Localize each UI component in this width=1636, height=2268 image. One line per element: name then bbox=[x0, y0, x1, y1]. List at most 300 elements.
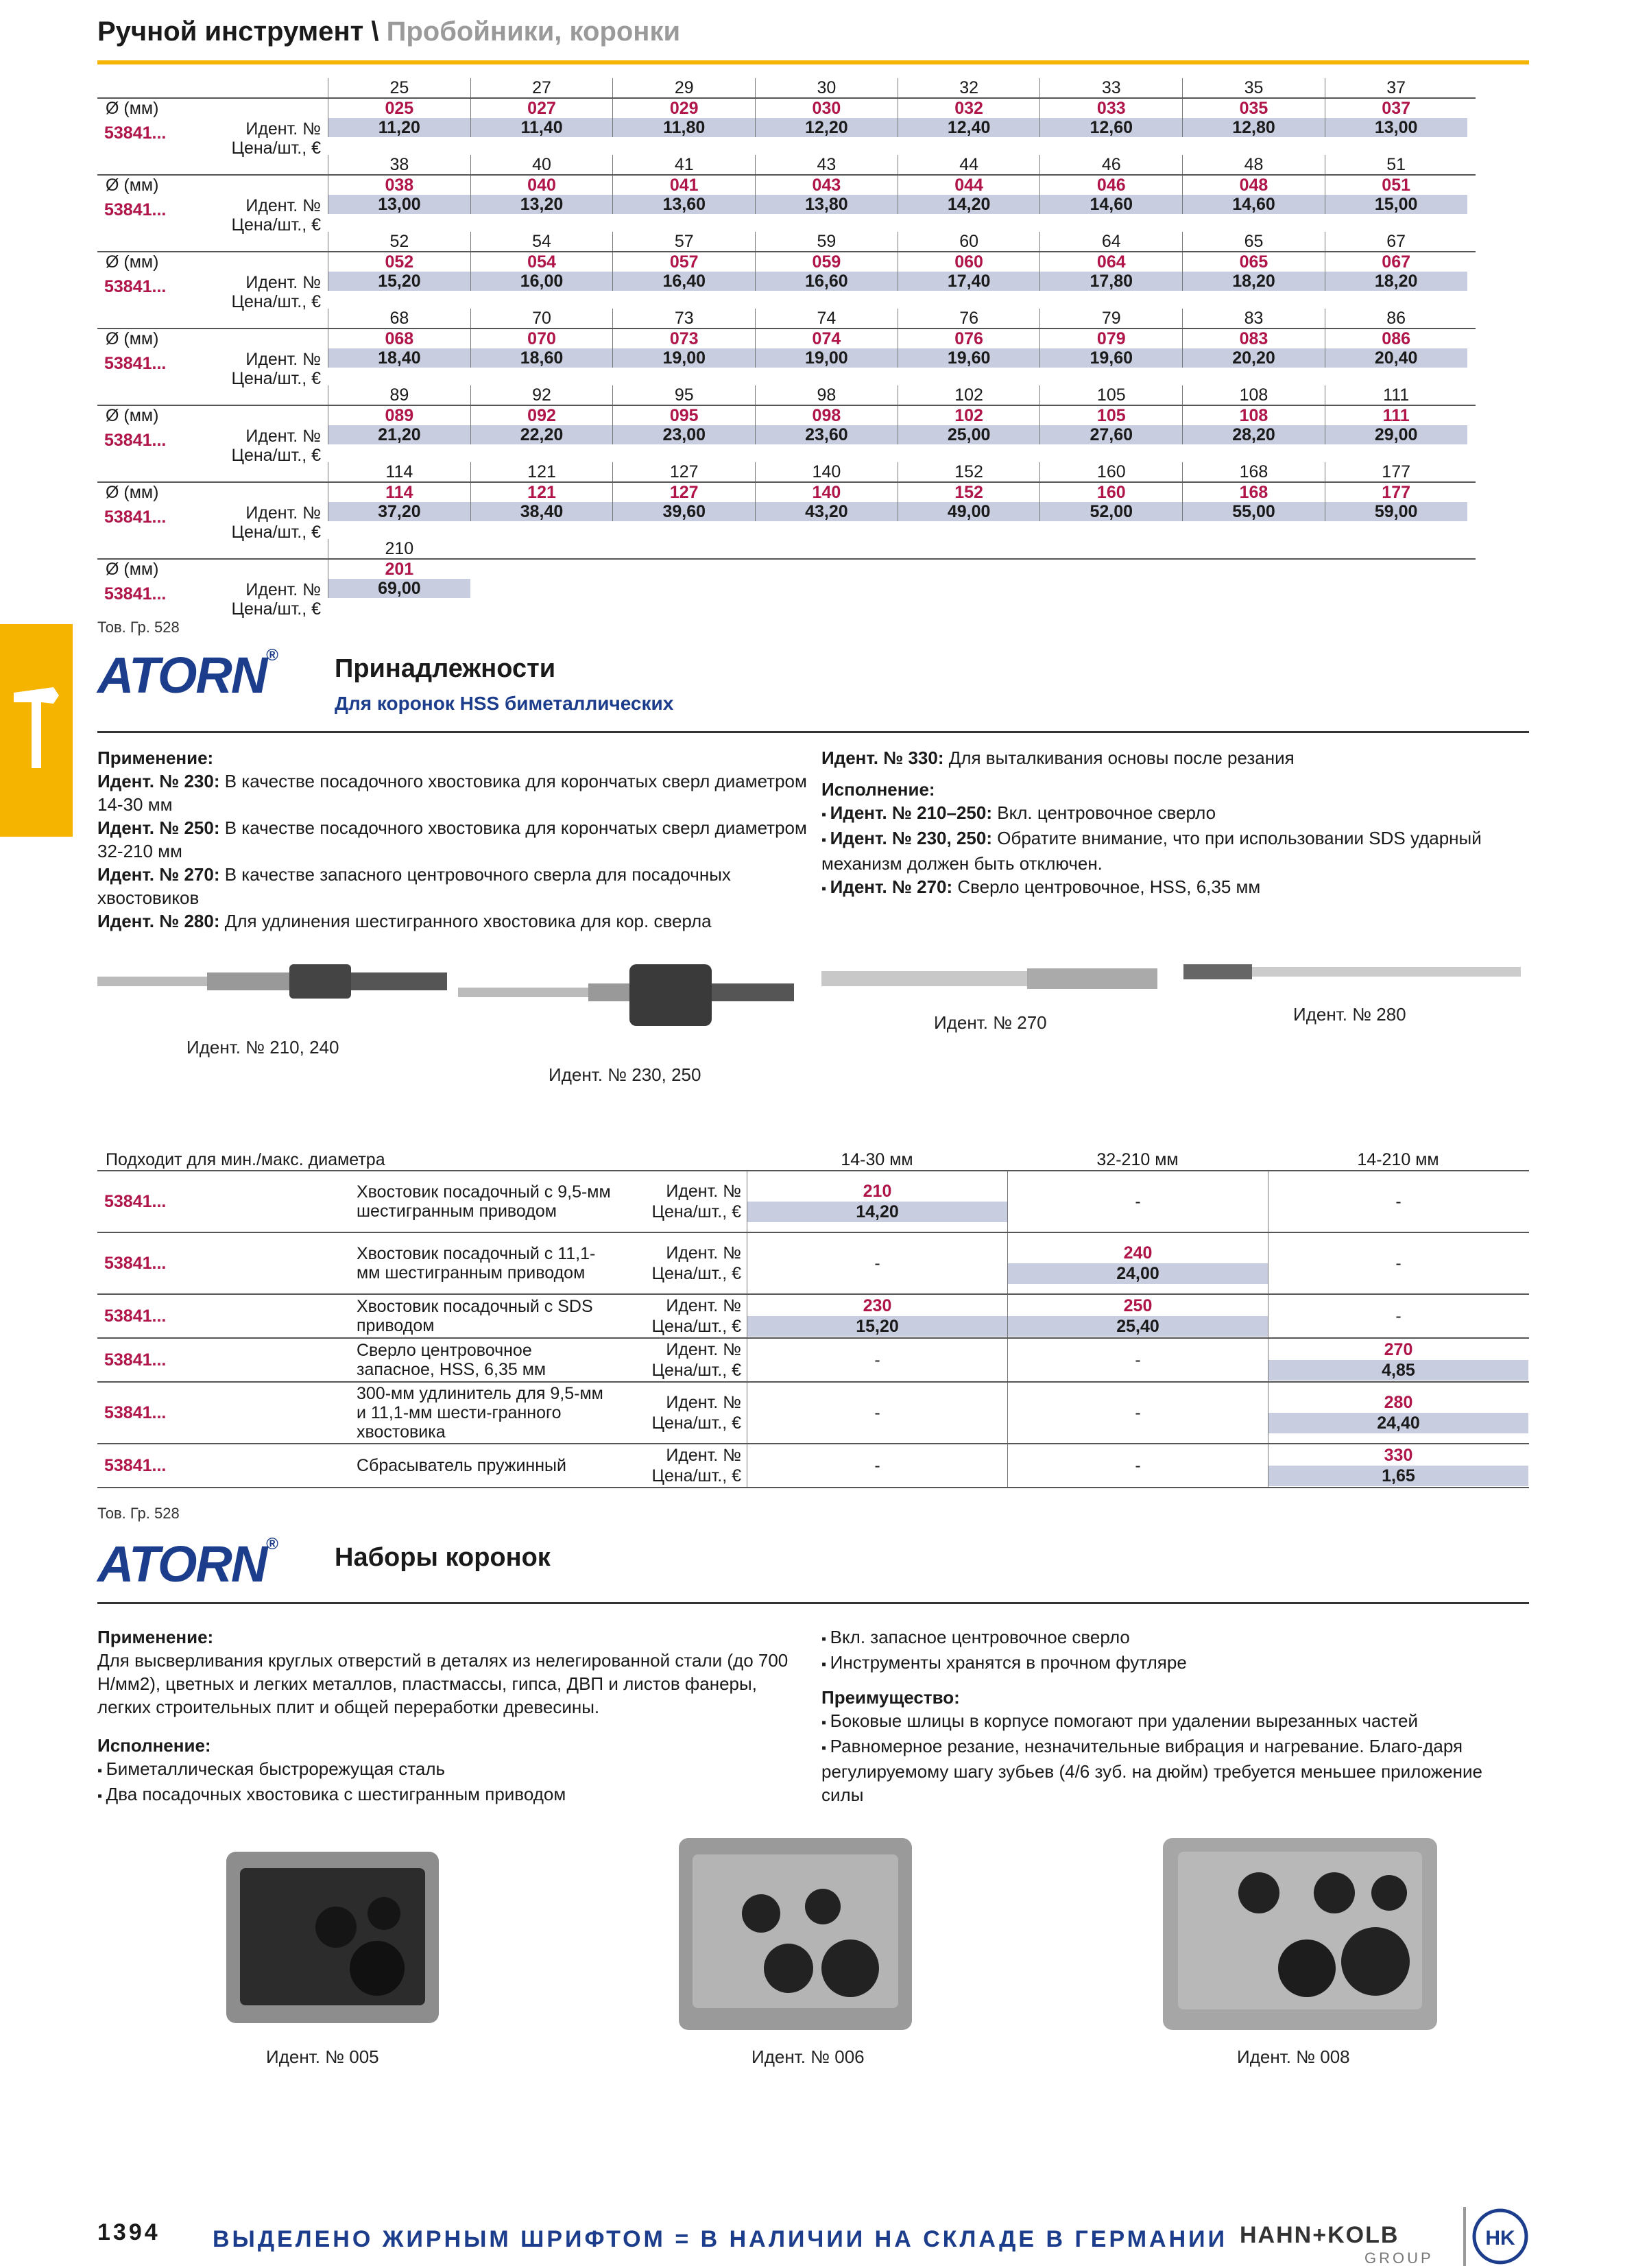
id-cell: 059 bbox=[755, 252, 898, 272]
execution-item: ▪ Идент. № 270: Сверло центровочное, HSS, 6,35 мм bbox=[821, 875, 1528, 900]
execution-item: ▪ Идент. № 210–250: Вкл. центровочное сверло bbox=[821, 801, 1528, 826]
article-number: 53841... bbox=[104, 508, 167, 527]
price-cell: 23,60 bbox=[755, 425, 898, 444]
price-cell: 28,20 bbox=[1182, 425, 1325, 444]
diameter-cell: 35 bbox=[1182, 78, 1325, 97]
price-cell: 39,60 bbox=[612, 502, 755, 521]
price-cell: 19,60 bbox=[898, 348, 1040, 368]
price-value: 24,00 bbox=[1008, 1263, 1268, 1284]
id-label: Идент. № bbox=[245, 427, 321, 446]
empty-dash: - bbox=[874, 1254, 880, 1273]
diameter-cell: 27 bbox=[470, 78, 613, 97]
price-cell: 12,80 bbox=[1182, 118, 1325, 137]
price-value: 14,20 bbox=[747, 1202, 1007, 1222]
hk-logo-mark: HK bbox=[1485, 2227, 1515, 2249]
id-value: 210 bbox=[863, 1182, 892, 1201]
price-cell: 18,20 bbox=[1325, 272, 1467, 291]
diameter-cell: 60 bbox=[898, 232, 1040, 251]
execution-heading: Исполнение: bbox=[97, 1735, 211, 1756]
price-cell: 14,60 bbox=[1182, 195, 1325, 214]
diameter-cell: 177 bbox=[1325, 462, 1467, 481]
id-cell: 083 bbox=[1182, 329, 1325, 348]
value-cell bbox=[1007, 1295, 1268, 1337]
feature-item: ▪ Вкл. запасное центровочное сверло bbox=[821, 1625, 1507, 1651]
price-cell: 20,20 bbox=[1182, 348, 1325, 368]
diameter-cell: 33 bbox=[1039, 78, 1182, 97]
table-block bbox=[97, 156, 1476, 233]
section-rule bbox=[97, 731, 1529, 733]
usage-item: Идент. № 230: В качестве посадочного хвостовика для корончатых сверл диаметром 14-30 мм bbox=[97, 771, 807, 815]
value-cell bbox=[747, 1339, 1007, 1381]
article-number: 53841... bbox=[104, 354, 167, 373]
diameter-label: Ø (мм) bbox=[106, 176, 159, 195]
section-rule-2 bbox=[97, 1602, 1529, 1604]
id-label: Идент. № bbox=[666, 1393, 741, 1412]
header-rule bbox=[97, 60, 1529, 64]
value-cell bbox=[1007, 1339, 1268, 1381]
price-cell: 12,20 bbox=[755, 118, 898, 137]
value-cell bbox=[747, 1295, 1007, 1337]
id-cell: 033 bbox=[1039, 99, 1182, 118]
price-value: 1,65 bbox=[1268, 1466, 1528, 1486]
price-cell: 13,00 bbox=[328, 195, 470, 214]
col-header: 14-30 мм bbox=[841, 1150, 913, 1169]
price-label: Цена/шт., € bbox=[231, 523, 321, 542]
id-cell: 201 bbox=[328, 560, 470, 579]
article-number: 53841... bbox=[104, 277, 167, 296]
price-value: 4,85 bbox=[1268, 1360, 1528, 1381]
diameter-cell: 25 bbox=[328, 78, 470, 97]
diameter-cell: 105 bbox=[1039, 385, 1182, 405]
value-cell bbox=[1268, 1233, 1528, 1293]
section-tab bbox=[0, 624, 73, 837]
brand-text: ATORN bbox=[97, 647, 267, 704]
price-value: 15,20 bbox=[747, 1316, 1007, 1337]
id-cell: 068 bbox=[328, 329, 470, 348]
execution-heading: Исполнение: bbox=[821, 779, 935, 800]
value-cell bbox=[1007, 1444, 1268, 1487]
id-label: Идент. № bbox=[245, 350, 321, 369]
diameter-cell: 98 bbox=[755, 385, 898, 405]
price-cell: 52,00 bbox=[1039, 502, 1182, 521]
table-row bbox=[97, 1295, 1529, 1339]
diameter-cell: 127 bbox=[612, 462, 755, 481]
product-group-2: Тов. Гр. 528 bbox=[97, 1505, 180, 1522]
id-cell: 035 bbox=[1182, 99, 1325, 118]
id-value: 250 bbox=[1123, 1296, 1153, 1315]
id-cell: 140 bbox=[755, 483, 898, 502]
id-cell: 168 bbox=[1182, 483, 1325, 502]
diameter-cell: 86 bbox=[1325, 309, 1467, 328]
article-number: 53841... bbox=[104, 1350, 167, 1370]
value-cell bbox=[1007, 1233, 1268, 1293]
table-block bbox=[97, 233, 1476, 310]
diameter-cell: 29 bbox=[612, 78, 755, 97]
diameter-cell: 210 bbox=[328, 539, 470, 558]
diameter-cell: 168 bbox=[1182, 462, 1325, 481]
price-cell: 25,00 bbox=[898, 425, 1040, 444]
id-cell: 070 bbox=[470, 329, 613, 348]
diameter-cell: 83 bbox=[1182, 309, 1325, 328]
section-title-2: Наборы коронок bbox=[335, 1543, 551, 1572]
article-number: 53841... bbox=[104, 431, 167, 450]
price-cell: 29,00 bbox=[1325, 425, 1467, 444]
advantage-item: ▪ Равномерное резание, незначительные вибрация и нагревание. Благо-даря регулируемому шагу зубьев (4/6 зуб. на дюйм) требуется меньшее приложение силы bbox=[821, 1734, 1507, 1806]
atorn-logo: ATORN® bbox=[97, 646, 277, 704]
diameter-cell: 59 bbox=[755, 232, 898, 251]
table-block bbox=[97, 540, 1476, 617]
caption-280: Идент. № 280 bbox=[1293, 1004, 1406, 1025]
empty-dash: - bbox=[874, 1350, 880, 1370]
diameter-cell: 95 bbox=[612, 385, 755, 405]
center-drill-270-image bbox=[821, 959, 1164, 1000]
price-cell: 69,00 bbox=[328, 579, 470, 598]
title-bold: Ручной инструмент \ bbox=[97, 16, 379, 47]
value-cell bbox=[747, 1444, 1007, 1487]
value-cell bbox=[1268, 1339, 1528, 1381]
item-description: 300-мм удлинитель для 9,5-мм и 11,1-мм шести-гранного хвостовика bbox=[357, 1384, 603, 1442]
diameter-cell: 43 bbox=[755, 155, 898, 174]
id-value: 280 bbox=[1384, 1393, 1413, 1412]
price-cell: 11,80 bbox=[612, 118, 755, 137]
price-cell: 16,60 bbox=[755, 272, 898, 291]
price-cell: 16,40 bbox=[612, 272, 755, 291]
advantages-heading: Преимущество: bbox=[821, 1687, 960, 1708]
empty-dash: - bbox=[1395, 1306, 1402, 1326]
article-number: 53841... bbox=[104, 1191, 167, 1211]
shank-230-250-image bbox=[458, 960, 801, 1036]
diameter-cell: 64 bbox=[1039, 232, 1182, 251]
section-subtitle: Для коронок HSS биметаллических bbox=[335, 693, 674, 714]
diameter-label: Ø (мм) bbox=[106, 252, 159, 272]
article-number: 53841... bbox=[104, 1253, 167, 1273]
value-cell bbox=[1007, 1383, 1268, 1443]
footer-note: ВЫДЕЛЕНО ЖИРНЫМ ШРИФТОМ = В НАЛИЧИИ НА СКЛАДЕ В ГЕРМАНИИ bbox=[213, 2226, 1228, 2252]
diameter-price-table bbox=[97, 80, 1476, 617]
price-cell: 23,00 bbox=[612, 425, 755, 444]
id-label: Идент. № bbox=[245, 119, 321, 139]
price-value: 24,40 bbox=[1268, 1413, 1528, 1433]
page-number: 1394 bbox=[97, 2219, 160, 2245]
price-cell: 14,20 bbox=[898, 195, 1040, 214]
diameter-cell: 108 bbox=[1182, 385, 1325, 405]
id-label: Идент. № bbox=[245, 503, 321, 523]
price-cell: 13,60 bbox=[612, 195, 755, 214]
col-header: 32-210 мм bbox=[1096, 1150, 1179, 1169]
id-cell: 057 bbox=[612, 252, 755, 272]
execution-block bbox=[821, 746, 1528, 900]
diameter-cell: 79 bbox=[1039, 309, 1182, 328]
price-cell: 37,20 bbox=[328, 502, 470, 521]
article-number: 53841... bbox=[104, 1306, 167, 1326]
id-cell: 046 bbox=[1039, 176, 1182, 195]
diameter-cell: 65 bbox=[1182, 232, 1325, 251]
price-cell: 17,80 bbox=[1039, 272, 1182, 291]
price-cell: 38,40 bbox=[470, 502, 613, 521]
price-cell: 20,40 bbox=[1325, 348, 1467, 368]
id-cell: 060 bbox=[898, 252, 1040, 272]
price-cell: 18,40 bbox=[328, 348, 470, 368]
price-cell: 12,40 bbox=[898, 118, 1040, 137]
diameter-cell: 102 bbox=[898, 385, 1040, 405]
title-grey: Пробойники, коронки bbox=[378, 16, 681, 47]
product-group: Тов. Гр. 528 bbox=[97, 619, 180, 636]
id-label: Идент. № bbox=[666, 1340, 741, 1359]
price-label: Цена/шт., € bbox=[651, 1317, 741, 1336]
article-number: 53841... bbox=[104, 1455, 167, 1475]
empty-dash: - bbox=[874, 1403, 880, 1422]
price-label: Цена/шт., € bbox=[231, 599, 321, 619]
price-cell: 21,20 bbox=[328, 425, 470, 444]
diameter-cell: 140 bbox=[755, 462, 898, 481]
id-cell: 040 bbox=[470, 176, 613, 195]
set-005-image bbox=[219, 1838, 446, 2037]
empty-dash: - bbox=[874, 1456, 880, 1475]
diameter-cell: 111 bbox=[1325, 385, 1467, 405]
price-cell: 15,00 bbox=[1325, 195, 1467, 214]
id-cell: 102 bbox=[898, 406, 1040, 425]
diameter-cell: 74 bbox=[755, 309, 898, 328]
table-row bbox=[97, 1444, 1529, 1488]
price-cell: 11,20 bbox=[328, 118, 470, 137]
caption-230-250: Идент. № 230, 250 bbox=[549, 1064, 701, 1085]
diameter-cell: 76 bbox=[898, 309, 1040, 328]
id-cell: 079 bbox=[1039, 329, 1182, 348]
diameter-cell: 68 bbox=[328, 309, 470, 328]
shank-210-240-image bbox=[97, 957, 454, 1005]
diameter-cell: 30 bbox=[755, 78, 898, 97]
table-block bbox=[97, 464, 1476, 540]
execution-item: ▪ Два посадочных хвостовика с шестигранным приводом bbox=[97, 1782, 810, 1808]
diameter-cell: 92 bbox=[470, 385, 613, 405]
feature-item: ▪ Инструменты хранятся в прочном футляре bbox=[821, 1651, 1507, 1676]
sets-usage-block bbox=[97, 1625, 810, 1808]
caption-270: Идент. № 270 bbox=[934, 1012, 1047, 1033]
value-cell bbox=[747, 1171, 1007, 1232]
id-value: 230 bbox=[863, 1296, 892, 1315]
diameter-cell: 38 bbox=[328, 155, 470, 174]
id-label: Идент. № bbox=[245, 196, 321, 215]
diameter-cell: 40 bbox=[470, 155, 613, 174]
price-cell: 15,20 bbox=[328, 272, 470, 291]
id-cell: 095 bbox=[612, 406, 755, 425]
price-cell: 13,80 bbox=[755, 195, 898, 214]
price-cell: 13,20 bbox=[470, 195, 613, 214]
usage-text: Для высверливания круглых отверстий в деталях из нелегированной стали (до 700 Н/мм2), цветных и легких металлов, пластмассы, гипса, ДВП и листов фанеры, легких строительных плит и общей переработки древесины. bbox=[97, 1650, 789, 1717]
value-cell bbox=[1007, 1171, 1268, 1232]
price-cell: 11,40 bbox=[470, 118, 613, 137]
price-cell: 19,00 bbox=[612, 348, 755, 368]
accessories-table bbox=[97, 1147, 1529, 1488]
group-label: GROUP bbox=[1364, 2249, 1434, 2267]
item-description: Хвостовик посадочный с SDS приводом bbox=[357, 1297, 593, 1335]
diameter-cell: 67 bbox=[1325, 232, 1467, 251]
diameter-cell: 160 bbox=[1039, 462, 1182, 481]
id-cell: 073 bbox=[612, 329, 755, 348]
id-cell: 111 bbox=[1325, 406, 1467, 425]
id-cell: 025 bbox=[328, 99, 470, 118]
usage-item: Идент. № 280: Для удлинения шестигранного хвостовика для кор. сверла bbox=[97, 911, 712, 931]
usage-item: Идент. № 270: В качестве запасного центровочного сверла для посадочных хвостовиков bbox=[97, 864, 731, 908]
diameter-label: Ø (мм) bbox=[106, 99, 159, 118]
price-label: Цена/шт., € bbox=[651, 1202, 741, 1221]
price-cell: 43,20 bbox=[755, 502, 898, 521]
price-cell: 16,00 bbox=[470, 272, 613, 291]
id-value: 330 bbox=[1384, 1446, 1413, 1465]
diameter-label: Ø (мм) bbox=[106, 560, 159, 579]
usage-item-330: Идент. № 330: Для выталкивания основы после резания bbox=[821, 748, 1295, 768]
id-cell: 076 bbox=[898, 329, 1040, 348]
price-cell: 13,00 bbox=[1325, 118, 1467, 137]
item-description: Хвостовик посадочный с 9,5-мм шестигранным приводом bbox=[357, 1182, 611, 1221]
diameter-label: Ø (мм) bbox=[106, 406, 159, 425]
id-cell: 121 bbox=[470, 483, 613, 502]
table-row bbox=[97, 1233, 1529, 1295]
article-number: 53841... bbox=[104, 123, 167, 143]
set-008-image bbox=[1156, 1831, 1444, 2037]
caption-005: Идент. № 005 bbox=[266, 2046, 379, 2067]
item-description: Сверло центровочное запасное, HSS, 6,35 мм bbox=[357, 1341, 546, 1379]
value-cell bbox=[747, 1383, 1007, 1443]
diameter-cell: 73 bbox=[612, 309, 755, 328]
hahn-kolb-logo-text: HAHN+KOLB bbox=[1240, 2222, 1399, 2248]
id-cell: 052 bbox=[328, 252, 470, 272]
diameter-cell: 70 bbox=[470, 309, 613, 328]
price-cell: 19,00 bbox=[755, 348, 898, 368]
id-cell: 027 bbox=[470, 99, 613, 118]
id-cell: 177 bbox=[1325, 483, 1467, 502]
price-cell: 22,20 bbox=[470, 425, 613, 444]
hk-logo-icon bbox=[1458, 2207, 1532, 2266]
section-title: Принадлежности bbox=[335, 654, 556, 683]
value-cell bbox=[1268, 1383, 1528, 1443]
id-label: Идент. № bbox=[666, 1296, 741, 1315]
table-row bbox=[97, 1339, 1529, 1383]
diameter-cell: 37 bbox=[1325, 78, 1467, 97]
id-label: Идент. № bbox=[245, 273, 321, 292]
price-label: Цена/шт., € bbox=[651, 1361, 741, 1380]
price-cell: 12,60 bbox=[1039, 118, 1182, 137]
price-value: 25,40 bbox=[1008, 1316, 1268, 1337]
caption-006: Идент. № 006 bbox=[751, 2046, 865, 2067]
hammer-icon bbox=[0, 624, 73, 837]
id-cell: 032 bbox=[898, 99, 1040, 118]
price-cell: 19,60 bbox=[1039, 348, 1182, 368]
brand-text: ATORN bbox=[97, 1536, 267, 1592]
price-label: Цена/шт., € bbox=[231, 446, 321, 465]
diameter-cell: 89 bbox=[328, 385, 470, 405]
price-label: Цена/шт., € bbox=[651, 1466, 741, 1485]
usage-block bbox=[97, 746, 810, 933]
empty-dash: - bbox=[1395, 1254, 1402, 1273]
id-cell: 064 bbox=[1039, 252, 1182, 272]
id-cell: 108 bbox=[1182, 406, 1325, 425]
table-row bbox=[97, 1383, 1529, 1444]
id-cell: 105 bbox=[1039, 406, 1182, 425]
value-cell bbox=[747, 1233, 1007, 1293]
value-cell bbox=[1268, 1295, 1528, 1337]
diameter-label: Ø (мм) bbox=[106, 329, 159, 348]
price-label: Цена/шт., € bbox=[651, 1413, 741, 1433]
price-cell: 18,60 bbox=[470, 348, 613, 368]
id-cell: 054 bbox=[470, 252, 613, 272]
price-label: Цена/шт., € bbox=[231, 369, 321, 388]
usage-heading: Применение: bbox=[97, 748, 214, 768]
article-number: 53841... bbox=[104, 200, 167, 219]
id-cell: 037 bbox=[1325, 99, 1467, 118]
price-cell: 17,40 bbox=[898, 272, 1040, 291]
id-label: Идент. № bbox=[245, 580, 321, 599]
diameter-label: Ø (мм) bbox=[106, 483, 159, 502]
id-cell: 089 bbox=[328, 406, 470, 425]
price-label: Цена/шт., € bbox=[231, 292, 321, 311]
id-cell: 038 bbox=[328, 176, 470, 195]
id-cell: 030 bbox=[755, 99, 898, 118]
execution-item: ▪ Идент. № 230, 250: Обратите внимание, что при использовании SDS ударный механизм должен быть отключен. bbox=[821, 826, 1528, 875]
diameter-cell: 152 bbox=[898, 462, 1040, 481]
price-cell: 18,20 bbox=[1182, 272, 1325, 291]
usage-heading: Применение: bbox=[97, 1627, 214, 1647]
id-label: Идент. № bbox=[666, 1182, 741, 1201]
id-cell: 051 bbox=[1325, 176, 1467, 195]
price-label: Цена/шт., € bbox=[231, 139, 321, 158]
diameter-cell: 48 bbox=[1182, 155, 1325, 174]
diameter-cell: 41 bbox=[612, 155, 755, 174]
diameter-cell: 57 bbox=[612, 232, 755, 251]
table-row bbox=[97, 1171, 1529, 1233]
id-cell: 092 bbox=[470, 406, 613, 425]
item-description: Хвостовик посадочный с 11,1-мм шестигранным приводом bbox=[357, 1244, 596, 1282]
id-cell: 098 bbox=[755, 406, 898, 425]
caption-008: Идент. № 008 bbox=[1237, 2046, 1350, 2067]
caption-210-240: Идент. № 210, 240 bbox=[187, 1037, 339, 1058]
price-cell: 49,00 bbox=[898, 502, 1040, 521]
id-cell: 067 bbox=[1325, 252, 1467, 272]
header-label: Подходит для мин./макс. диаметра bbox=[106, 1150, 385, 1169]
id-label: Идент. № bbox=[666, 1243, 741, 1263]
id-cell: 029 bbox=[612, 99, 755, 118]
execution-item: ▪ Биметаллическая быстрорежущая сталь bbox=[97, 1757, 810, 1782]
id-cell: 152 bbox=[898, 483, 1040, 502]
id-cell: 160 bbox=[1039, 483, 1182, 502]
article-number: 53841... bbox=[104, 1402, 167, 1422]
advantage-item: ▪ Боковые шлицы в корпусе помогают при удалении вырезанных частей bbox=[821, 1709, 1507, 1734]
table-header-row bbox=[97, 1147, 1529, 1171]
price-label: Цена/шт., € bbox=[651, 1264, 741, 1283]
id-cell: 114 bbox=[328, 483, 470, 502]
diameter-cell: 114 bbox=[328, 462, 470, 481]
id-cell: 044 bbox=[898, 176, 1040, 195]
price-label: Цена/шт., € bbox=[231, 215, 321, 235]
diameter-cell: 121 bbox=[470, 462, 613, 481]
empty-dash: - bbox=[1135, 1456, 1141, 1475]
price-cell: 59,00 bbox=[1325, 502, 1467, 521]
table-row bbox=[97, 462, 1476, 502]
usage-item: Идент. № 250: В качестве посадочного хвостовика для корончатых сверл диаметром 32-210 мм bbox=[97, 817, 807, 861]
empty-dash: - bbox=[1135, 1192, 1141, 1211]
diameter-cell: 51 bbox=[1325, 155, 1467, 174]
table-block bbox=[97, 387, 1476, 464]
id-cell: 127 bbox=[612, 483, 755, 502]
id-label: Идент. № bbox=[666, 1446, 741, 1465]
value-cell bbox=[1268, 1171, 1528, 1232]
id-cell: 048 bbox=[1182, 176, 1325, 195]
page-title bbox=[97, 16, 680, 47]
id-value: 270 bbox=[1384, 1340, 1413, 1359]
empty-dash: - bbox=[1395, 1192, 1402, 1211]
sets-advantages-block bbox=[821, 1625, 1507, 1806]
id-value: 240 bbox=[1123, 1243, 1153, 1263]
